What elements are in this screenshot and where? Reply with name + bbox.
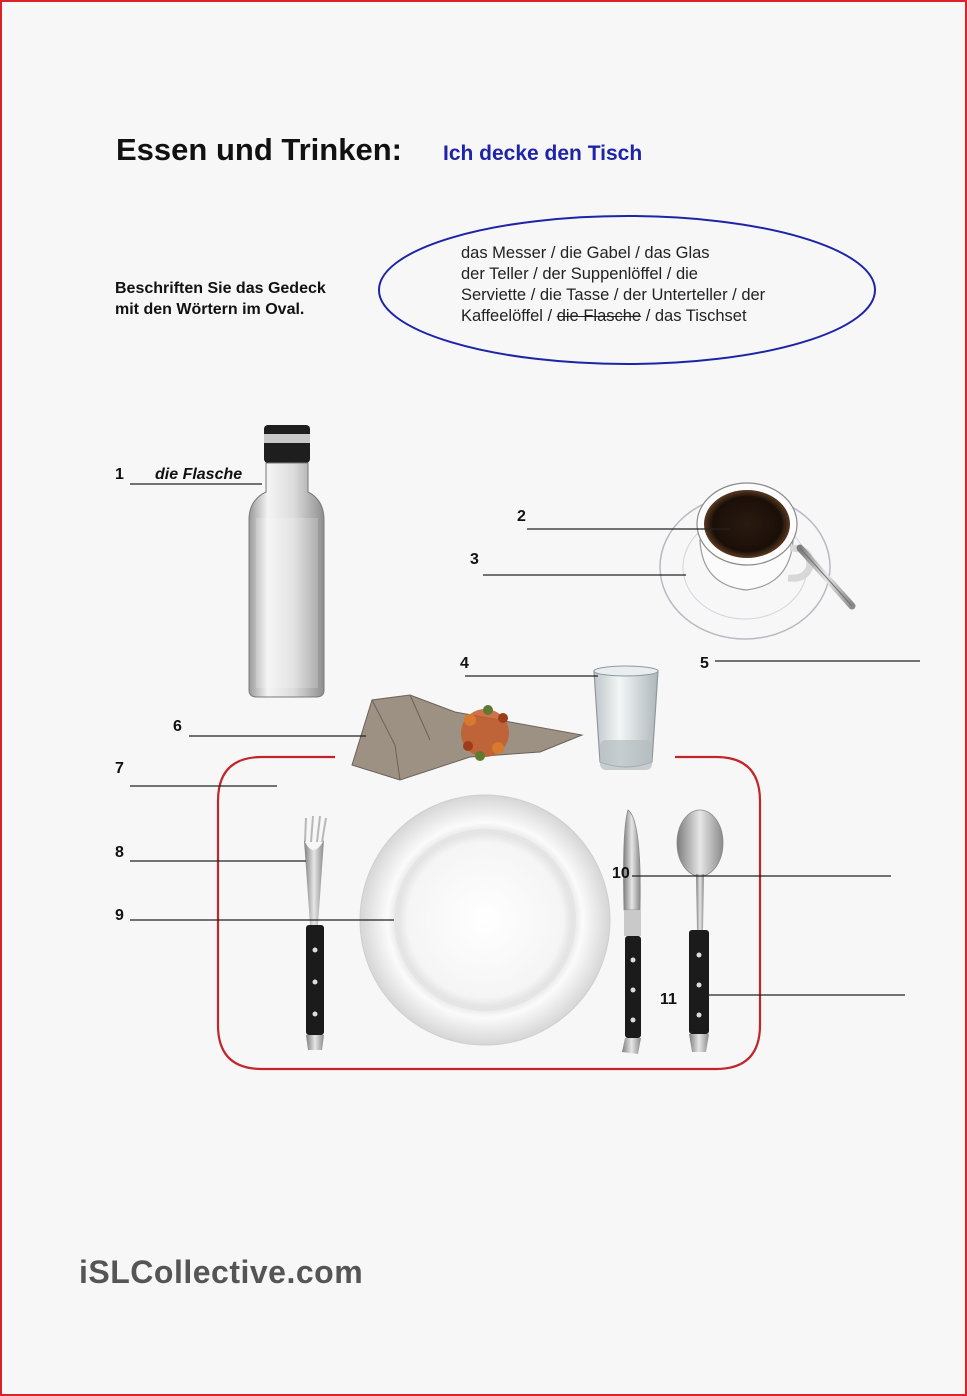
footer-brand: iSLCollective.com	[79, 1254, 364, 1290]
item-number-9: 9	[115, 907, 124, 924]
bottle	[249, 425, 324, 697]
page-title: Essen und Trinken:	[116, 132, 402, 167]
fork	[304, 816, 326, 1050]
napkin	[352, 695, 582, 780]
item-number-3: 3	[470, 551, 479, 568]
word-bank-line-3: Serviette / die Tasse / der Unterteller / der	[461, 286, 766, 304]
item-number-10: 10	[612, 865, 630, 882]
instruction-line-2: mit den Wörtern im Oval.	[115, 301, 305, 318]
item-number-8: 8	[115, 844, 124, 861]
word-bank-struck-word: die Flasche	[556, 307, 642, 325]
instruction-line-1: Beschriften Sie das Gedeck	[115, 280, 326, 297]
page-subtitle: Ich decke den Tisch	[443, 142, 643, 165]
coffee-cup-with-saucer	[660, 483, 852, 639]
word-bank-oval	[379, 216, 875, 364]
word-bank-line-1: das Messer / die Gabel / das Glas	[461, 244, 710, 262]
item-number-4: 4	[460, 655, 469, 672]
item-number-1: 1	[115, 466, 124, 483]
soup-spoon	[677, 810, 723, 1052]
water-glass	[594, 666, 658, 770]
knife	[622, 810, 641, 1054]
answer-1[interactable]: die Flasche	[155, 466, 243, 483]
item-number-11: 11	[660, 991, 677, 1008]
dinner-plate	[360, 795, 610, 1045]
item-number-7: 7	[115, 760, 124, 777]
item-number-2: 2	[517, 508, 526, 525]
item-number-5: 5	[700, 655, 709, 672]
word-bank-text: / das Tischset	[641, 307, 747, 325]
word-bank-line-2: der Teller / der Suppenlöffel / die	[461, 265, 698, 283]
item-number-6: 6	[173, 718, 182, 735]
word-bank-text: Kaffeelöffel /	[461, 307, 557, 325]
